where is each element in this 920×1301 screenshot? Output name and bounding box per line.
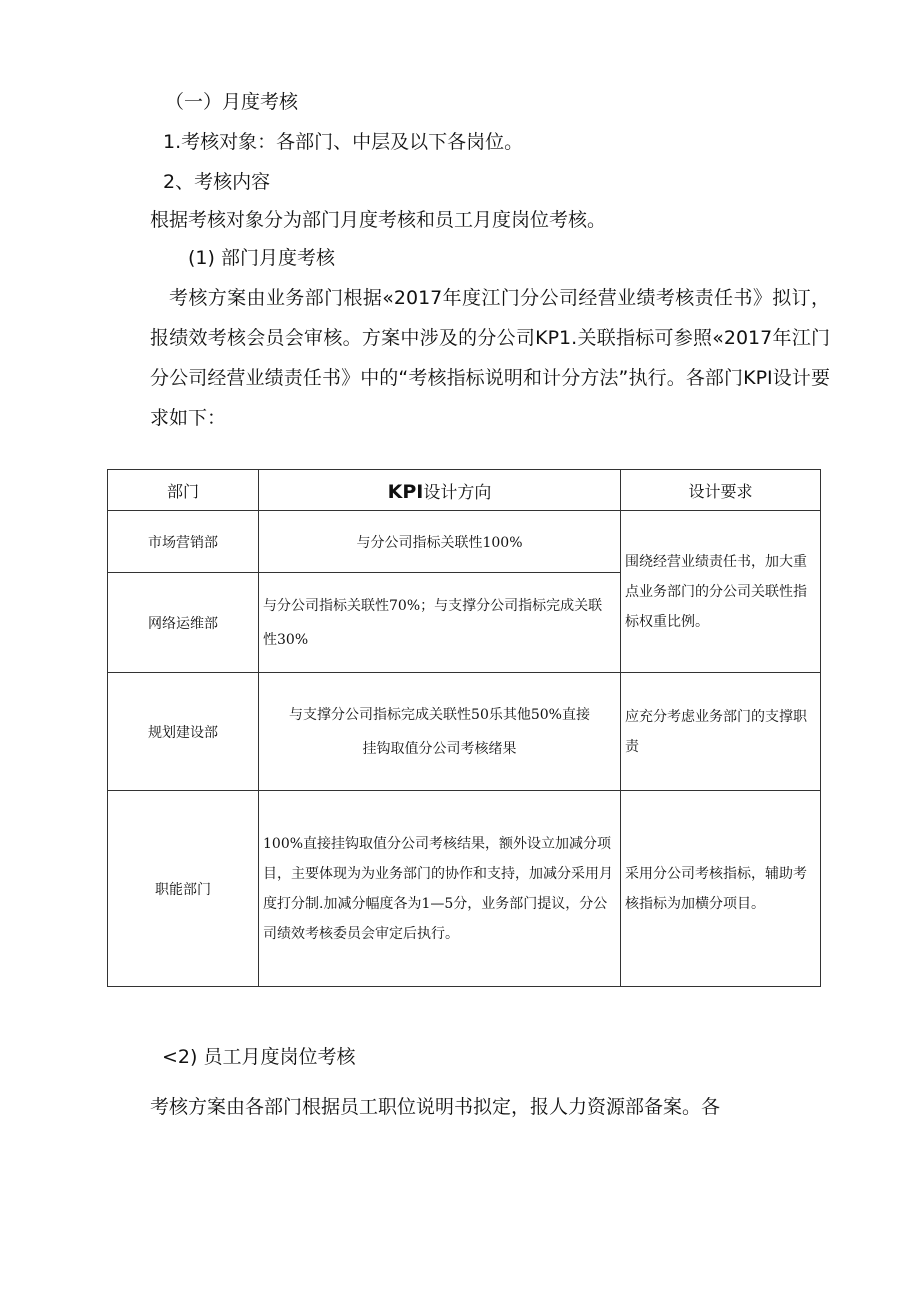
table-row <box>108 673 821 791</box>
requirement-cell: 应充分考虑业务部门的支撑职责 <box>621 673 821 791</box>
header-dept: 部门 <box>108 470 259 511</box>
dept-cell: 职能部门 <box>108 791 259 987</box>
dept-plan-text: 考核方案由业务部门根据«2017年度江门分公司经营业绩考核责任书》拟订，报绩效考核会员会审核。方案中涉及的分公司KP1.关联指标可参照«2017年江门分公司经营业绩责任书》中的“考核指标说明和计分方法”执行。各部门KPI设计要求如下： <box>150 287 830 429</box>
item-assessment-content: 2、考核内容 <box>163 171 271 193</box>
subheading-dept-monthly: (1) 部门月度考核 <box>188 247 335 269</box>
header-requirements: 设计要求 <box>621 470 821 511</box>
dept-cell: 市场营销部 <box>108 511 259 573</box>
kpi-cell: 与分公司指标关联性100% <box>259 511 621 573</box>
kpi-cell: 与支撑分公司指标完成关联性50乐其他50%直接挂钩取值分公司考核绪果 <box>259 673 621 791</box>
kpi-design-table <box>107 469 821 987</box>
dept-cell: 网络运维部 <box>108 573 259 673</box>
table-row <box>108 791 821 987</box>
dept-cell: 规划建设部 <box>108 673 259 791</box>
header-kpi-direction <box>259 470 621 511</box>
kpi-cell: 与分公司指标关联性70%；与支撑分公司指标完成关联性30% <box>259 573 621 673</box>
header-kpi-rest: 设计方向 <box>423 482 492 503</box>
intro-text: 根据考核对象分为部门月度考核和员工月度岗位考核。 <box>150 209 607 231</box>
header-kpi-bold: KPI <box>387 480 424 503</box>
staff-plan-text: 考核方案由各部门根据员工职位说明书拟定，报人力资源部备案。各 <box>150 1096 721 1118</box>
section-heading-monthly: （一）月度考核 <box>165 91 299 113</box>
subheading-staff-monthly: <2) 员工月度岗位考核 <box>162 1046 356 1068</box>
requirement-cell: 采用分公司考核指标，辅助考核指标为加横分项目。 <box>621 791 821 987</box>
dept-plan-paragraph <box>150 278 830 438</box>
table-header-row <box>108 470 821 511</box>
item-assessment-target: 1.考核对象：各部门、中层及以下各岗位。 <box>163 131 524 153</box>
requirement-cell: 围绕经营业绩责任书，加大重点业务部门的分公司关联性指标权重比例。 <box>621 511 821 673</box>
table-row <box>108 511 821 573</box>
kpi-cell: 100%直接挂钩取值分公司考核结果，额外设立加减分项目，主要体现为为业务部门的协作和支持，加减分采用月度打分制.加减分幅度各为1—5分，业务部门提议，分公司绩效考核委员会审定后执行。 <box>259 791 621 987</box>
